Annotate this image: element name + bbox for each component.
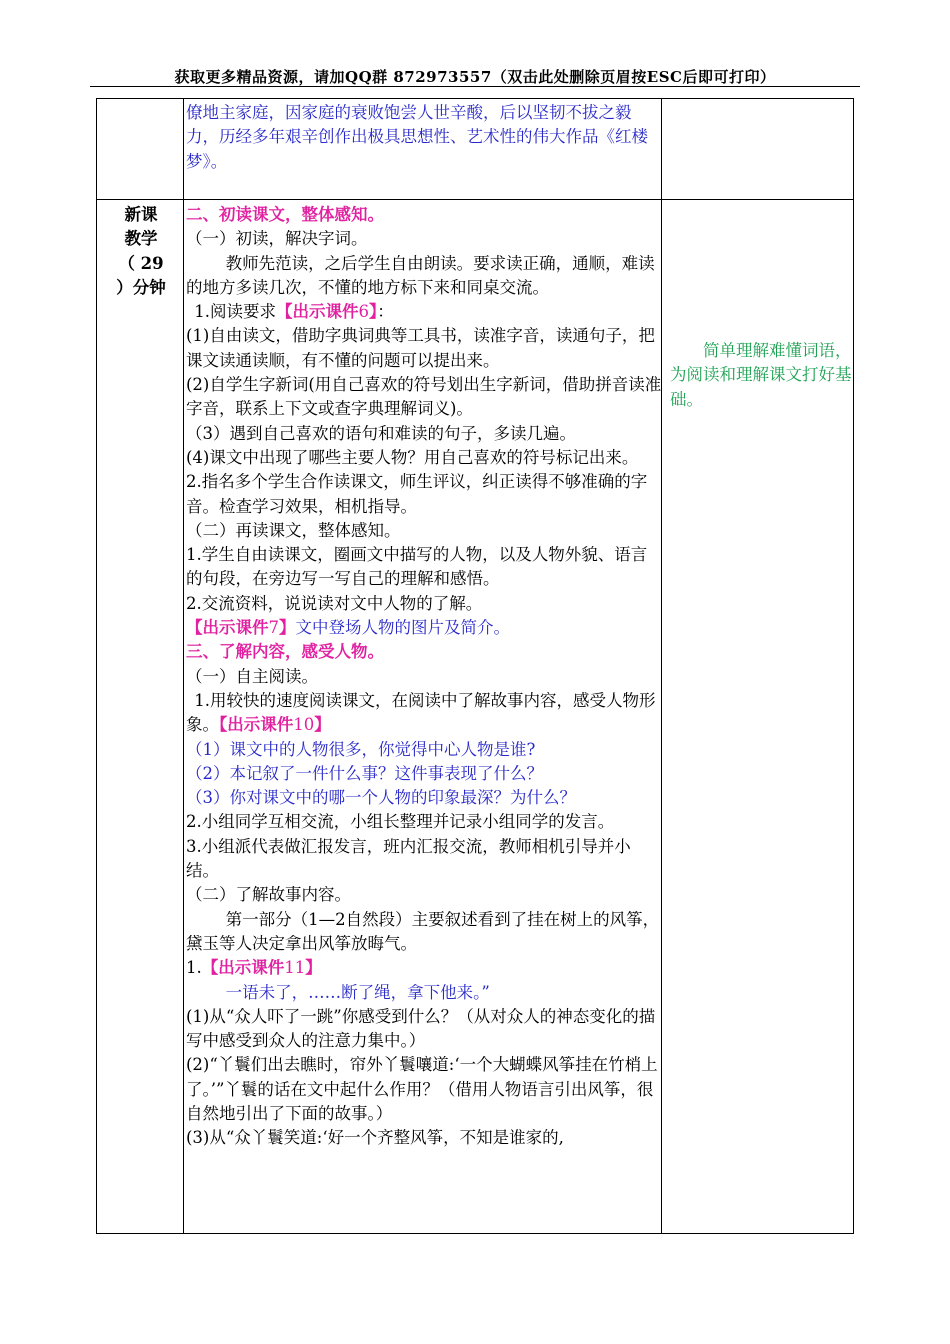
courseware-number: 10 — [293, 715, 315, 735]
paragraph: 2.指名多个学生合作读课文，师生评议，纠正读得不够准确的字音。检查学习效果，相机指导。 — [186, 472, 648, 516]
courseware-tag — [276, 302, 377, 321]
paragraph: (2)自学生字新词(用自己喜欢的符号划出生字新词，借助拼音读准字音，联系上下文或查字典理解词义)。 — [186, 375, 662, 419]
paragraph: 1.学生自由读课文，圈画文中描写的人物，以及人物外貌、语言的句段，在旁边写一写自己的理解和感悟。 — [186, 545, 648, 589]
section-label-line: 新课 — [124, 205, 158, 224]
section-label-line: 教学 — [124, 229, 158, 249]
paragraph: 3.小组派代表做汇报发言，班内汇报交流，教师相机引导并小结。 — [186, 836, 631, 881]
paragraph: 教师先范读，之后学生自由朗读。要求读正确，通顺，难读的地方多读几次，不懂的地方标下来和同桌交流。 — [186, 253, 655, 297]
paragraph: (3)从“众丫鬟笑道:‘好一个齐整风筝，不知是谁家的, — [186, 1128, 564, 1148]
courseware-bracket: 】 — [305, 958, 322, 978]
intro-text-cell: 僚地主家庭，因家庭的衰败饱尝人世辛酸，后以坚韧不拔之毅力，历经多年艰辛创作出极具思想性、艺术性的伟大作品《红楼梦》。 — [186, 103, 648, 171]
section-heading: 二、初读课文，整体感知。 — [186, 205, 384, 224]
subsection-heading: （二）了解故事内容。 — [186, 885, 351, 905]
courseware-label: 【出示课件 — [186, 618, 269, 638]
courseware-bracket: 】 — [279, 618, 296, 638]
section-heading: 三、了解内容，感受人物。 — [186, 642, 384, 662]
paragraph: (2)“丫鬟们出去瞧时，帘外丫鬟嚷道:‘一个大蝴蝶风筝挂在竹梢上了。’”丫鬟的话在文中起什么作用？（借用人物语言引出风筝，很自然地引出了下面的故事。） — [186, 1055, 658, 1123]
subsection-heading: （一）自主阅读。 — [186, 666, 318, 686]
courseware-number: 11 — [284, 958, 306, 978]
section-label — [98, 203, 184, 300]
paragraph-text: 1. — [186, 958, 202, 978]
paragraph: (4)课文中出现了哪些主要人物？用自己喜欢的符号标记出来。 — [186, 447, 639, 467]
section-label-line: ）分钟 — [116, 277, 166, 297]
paragraph: (1)从“众人吓了一跳”你感受到什么？（从对众人的神态变化的描写中感受到众人的注意力集中。） — [186, 1006, 656, 1051]
paragraph: (1)自由读文，借助字典词典等工具书，读准字音，读通句子，把课文读通读顺，有不懂的问题可以提出来。 — [186, 326, 655, 370]
paragraph: 2.小组同学互相交流，小组长整理并记录小组同学的发言。 — [186, 812, 615, 832]
paragraph-text: 1.阅读要求 — [194, 302, 276, 322]
paragraph-text: 文中登场人物的图片及简介。 — [295, 618, 510, 638]
section-label-line: （ 29 — [118, 253, 164, 273]
paragraph: 2.交流资料，说说读对文中人物的了解。 — [186, 593, 483, 613]
subsection-heading: （一）初读，解决字词。 — [186, 229, 368, 249]
courseware-label: 【出示课件 — [201, 958, 285, 978]
courseware-label: 【出示课件 — [276, 302, 359, 322]
question: （3）你对课文中的哪一个人物的印象最深？为什么？ — [186, 788, 576, 808]
courseware-tag — [219, 715, 331, 734]
question: （1）课文中的人物很多，你觉得中心人物是谁? — [186, 739, 536, 759]
page-header: 获取更多精品资源，请加QQ群 872973557（双击此处删除页眉按ESC后即可打印） — [174, 68, 776, 86]
paragraph: （3）遇到自己喜欢的语句和难读的句子，多读几遍。 — [186, 423, 576, 443]
header-rule — [90, 86, 860, 87]
courseware-bracket: 】 — [369, 302, 378, 322]
question: （2）本记叙了一件什么事？这件事表现了什么？ — [186, 763, 543, 783]
paragraph-text: ： — [377, 302, 394, 322]
paragraph-text: 1.用较快的速度阅读课文，在阅读中了解故事内容，感受人物形象。 — [186, 690, 656, 735]
courseware-tag — [202, 958, 322, 977]
paragraph — [186, 300, 662, 324]
subsection-heading: （二）再读课文，整体感知。 — [186, 520, 401, 540]
courseware-bracket: 】 — [314, 715, 331, 735]
design-note-text: 简单理解难懂词语，为阅读和理解课文打好基础。 — [670, 341, 852, 409]
paragraph — [186, 689, 662, 738]
courseware-number: 6 — [358, 302, 369, 322]
courseware-tag — [186, 618, 296, 637]
paragraph: 第一部分（1—2自然段）主要叙述看到了挂在树上的风筝，黛玉等人决定拿出风筝放晦气。 — [186, 909, 660, 953]
paragraph — [186, 616, 662, 640]
lesson-content — [186, 203, 662, 1151]
row-divider — [96, 199, 854, 200]
paragraph — [186, 956, 662, 980]
quoted-text: 一语未了，……断了绳，拿下他来。” — [225, 982, 490, 1002]
courseware-label: 【出示课件 — [219, 715, 294, 735]
courseware-number: 7 — [268, 618, 279, 638]
design-note — [670, 339, 854, 412]
